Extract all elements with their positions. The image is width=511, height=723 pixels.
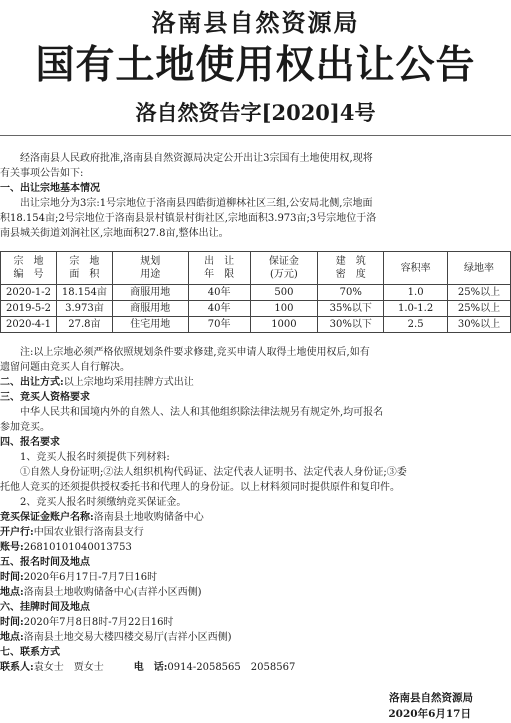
table-cell: 商服用地 (112, 285, 188, 301)
section-4-line: 1、竞买人报名时须提供下列材料: (20, 452, 170, 463)
col-header-use: 规划 用途 (112, 252, 188, 285)
note-line: 注:以上宗地必须严格依照规划条件要求修建,竞买申请人取得土地使用权后,如有 (20, 347, 370, 358)
col-header-deposit: 保证金 (万元) (250, 252, 318, 285)
section-2 (0, 375, 511, 390)
table-row (1, 285, 511, 301)
table-cell: 2019-5-2 (1, 301, 57, 317)
col-header-density: 建 筑 密 度 (318, 252, 384, 285)
registration-place: 地点:洛南县土地收购储备中心(吉祥小区西侧) (0, 587, 202, 598)
intro-line: 有关事项公告如下: (0, 168, 84, 179)
section-1-title: 一、出让宗地基本情况 (0, 183, 100, 194)
contact-label: 联系人: (0, 662, 34, 673)
section-4-title: 四、报名要求 (0, 437, 60, 448)
intro-line: 经洛南县人民政府批准,洛南县自然资源局决定公开出让3宗国有土地使用权,现将 (20, 153, 373, 164)
table-cell: 2.5 (384, 317, 448, 333)
notice-title: 国有土地使用权出让公告 (35, 42, 476, 88)
section-6-title: 六、挂牌时间及地点 (0, 602, 90, 613)
document-number: 洛自然资告字[2020]4号 (135, 100, 376, 125)
section-1-line: 出让宗地分为3宗:1号宗地位于洛南县四皓街道柳林社区三组,公安局北侧,宗地面 (20, 198, 373, 209)
table-cell: 70% (318, 285, 384, 301)
table-cell: 2020-1-2 (1, 285, 57, 301)
section-1-line: 南县城关街道刘涧社区,宗地面积27.8亩,整体出让。 (0, 228, 229, 239)
section-4-line: 2、竞买人报名时须缴纳竞买保证金。 (20, 497, 187, 508)
table-cell: 25%以上 (448, 285, 511, 301)
contact-names: 袁女士 贾女士 (33, 662, 104, 673)
section-4-line: 托他人竞买的还须提供授权委托书和代理人的身份证。以上材料须同时提供原件和复印件。 (0, 482, 400, 493)
signature-org: 洛南县自然资源局 (389, 692, 473, 704)
col-header-parcel-no: 宗 地 编 号 (1, 252, 57, 285)
table-cell: 500 (250, 285, 318, 301)
table-cell: 3.973亩 (56, 301, 112, 317)
header-divider (0, 135, 511, 136)
account-no-label: 账号: (0, 542, 24, 553)
table-cell: 100 (250, 301, 318, 317)
note-line: 遗留问题由竞买人自行解决。 (0, 362, 130, 373)
parcel-table (0, 251, 511, 333)
section-7-title: 七、联系方式 (0, 647, 60, 658)
table-cell: 27.8亩 (56, 317, 112, 333)
col-header-far: 容积率 (384, 252, 448, 285)
phone-label: 电 话: (133, 662, 168, 673)
bank-label: 开户行: (0, 527, 34, 538)
deposit-account (0, 510, 511, 525)
table-cell: 18.154亩 (56, 285, 112, 301)
section-3-line: 中华人民共和国境内外的自然人、法人和其他组织除法律法规另有规定外,均可报名 (20, 407, 384, 418)
section-3-line: 参加竞买。 (0, 422, 50, 433)
section-4-line: ①自然人身份证明;②法人组织机构代码证、法定代表人证明书、法定代表人身份证;③委 (20, 467, 407, 478)
section-2-text: 以上宗地均采用挂牌方式出让 (63, 377, 194, 388)
table-cell: 40年 (188, 301, 250, 317)
table-cell: 70年 (188, 317, 250, 333)
account-name: 洛南县土地收购储备中心 (93, 512, 204, 523)
col-header-green: 绿地率 (448, 252, 511, 285)
deposit-account-no (0, 540, 511, 555)
col-header-area: 宗 地 面 积 (56, 252, 112, 285)
body-section (0, 345, 511, 675)
section-5-title: 五、报名时间及地点 (0, 557, 90, 568)
table-cell: 30%以上 (448, 317, 511, 333)
table-row (1, 317, 511, 333)
table-header-row (1, 252, 511, 285)
table-cell: 1.0 (384, 285, 448, 301)
col-header-term: 出 让 年 限 (188, 252, 250, 285)
listing-time: 时间:2020年7月8日8时-7月22日16时 (0, 617, 174, 628)
table-cell: 25%以上 (448, 301, 511, 317)
phone-numbers: 0914-2058565 2058567 (167, 662, 296, 673)
table-cell: 40年 (188, 285, 250, 301)
account-label: 竞买保证金账户名称: (0, 512, 94, 523)
deposit-bank (0, 525, 511, 540)
section-1-line: 积18.154亩;2号宗地位于洛南县景村镇景村街社区,宗地面积3.973亩;3号宗地位于洛 (0, 213, 377, 224)
table-cell: 1.0-1.2 (384, 301, 448, 317)
table-cell: 1000 (250, 317, 318, 333)
table-cell: 35%以下 (318, 301, 384, 317)
section-2-title: 二、出让方式: (0, 377, 64, 388)
section-3-title: 三、竞买人资格要求 (0, 392, 90, 403)
table-cell: 2020-4-1 (1, 317, 57, 333)
bank-name: 中国农业银行洛南县支行 (33, 527, 144, 538)
table-row (1, 301, 511, 317)
table-cell: 商服用地 (112, 301, 188, 317)
table-cell: 30%以下 (318, 317, 384, 333)
intro-section (0, 151, 511, 241)
contact-line (0, 660, 511, 675)
registration-time: 时间:2020年6月17日-7月7日16时 (0, 572, 158, 583)
signature-date: 2020年6月17日 (388, 708, 471, 720)
table-cell: 住宅用地 (112, 317, 188, 333)
issuer-title: 洛南县自然资源局 (151, 8, 360, 37)
listing-place: 地点:洛南县土地交易大楼四楼交易厅(吉祥小区西侧) (0, 632, 232, 643)
account-no: 26810101040013753 (23, 542, 132, 553)
